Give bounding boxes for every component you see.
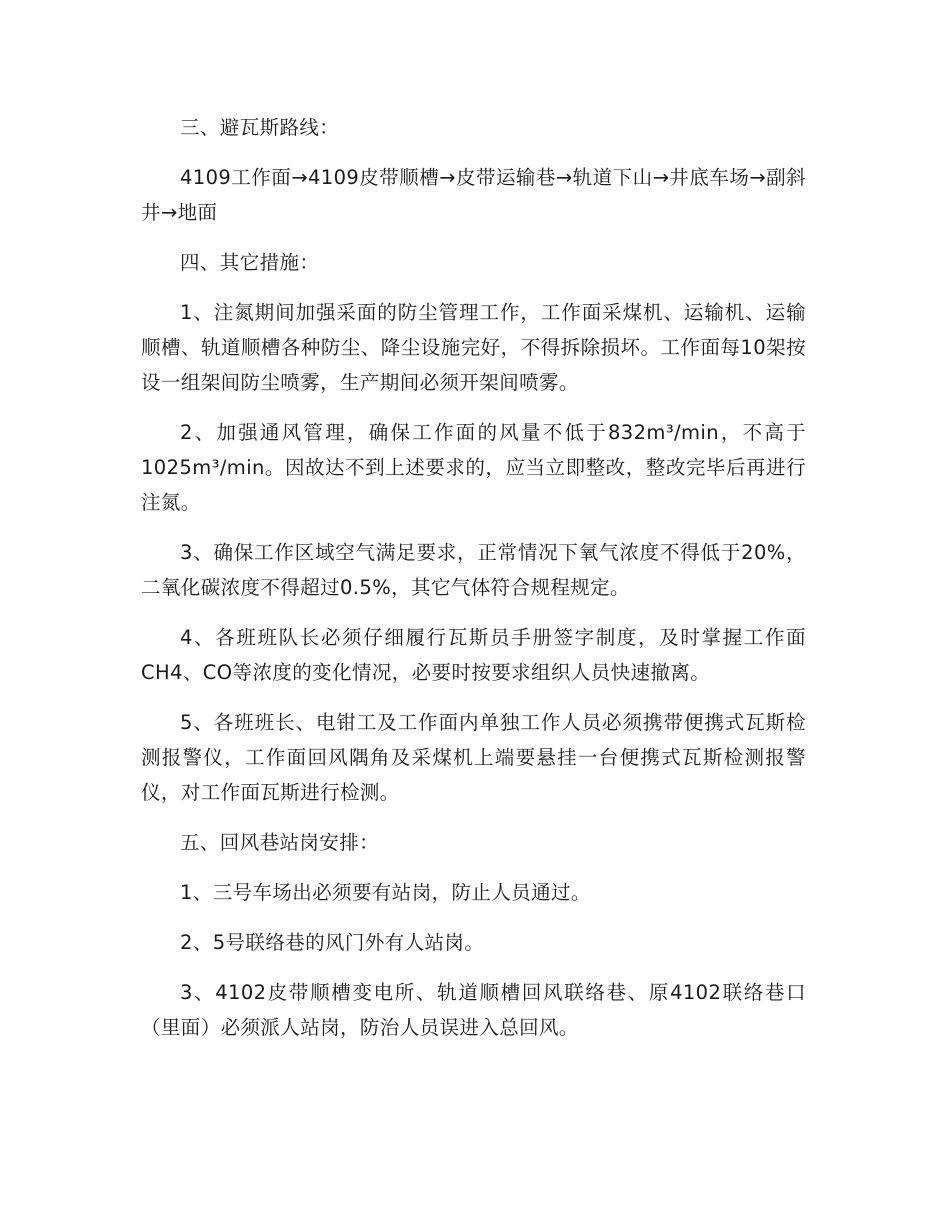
guard-post-item-3: 3、4102皮带顺槽变电所、轨道顺槽回风联络巷、原4102联络巷口（里面）必须派人站岗，防治人员误进入总回风。 (141, 981, 806, 1039)
section-heading-guard-posts: 五、回风巷站岗安排： (180, 831, 380, 854)
measure-item-4: 4、各班班队长必须仔细履行瓦斯员手册签字制度，及时掌握工作面CH4、CO等浓度的变化情况，必要时按要求组织人员快速撤离。 (141, 626, 806, 684)
section-heading-escape-route: 三、避瓦斯路线： (180, 116, 340, 139)
measure-item-1: 1、注氮期间加强采面的防尘管理工作，工作面采煤机、运输机、运输顺槽、轨道顺槽各种防尘、降尘设施完好，不得拆除损坏。工作面每10架按设一组架间防尘喷雾，生产期间必须开架间喷雾。 (141, 301, 806, 394)
escape-route-text: 4109工作面→4109皮带顺槽→皮带运输巷→轨道下山→井底车场→副斜井→地面 (141, 166, 806, 224)
section-heading-other-measures: 四、其它措施： (180, 251, 320, 274)
guard-post-item-1: 1、三号车场出必须要有站岗，防止人员通过。 (180, 881, 591, 904)
document-body (141, 110, 806, 1045)
measure-item-5: 5、各班班长、电钳工及工作面内单独工作人员必须携带便携式瓦斯检测报警仪，工作面回风隅角及采煤机上端要悬挂一台便携式瓦斯检测报警仪，对工作面瓦斯进行检测。 (141, 711, 806, 804)
measure-item-2: 2、加强通风管理，确保工作面的风量不低于832m³/min，不高于1025m³/min。因故达不到上述要求的，应当立即整改，整改完毕后再进行注氮。 (141, 421, 806, 514)
guard-post-item-2: 2、5号联络巷的风门外有人站岗。 (180, 931, 485, 954)
measure-item-3: 3、确保工作区域空气满足要求，正常情况下氧气浓度不得低于20%，二氧化碳浓度不得超过0.5%，其它气体符合规程规定。 (141, 541, 806, 599)
